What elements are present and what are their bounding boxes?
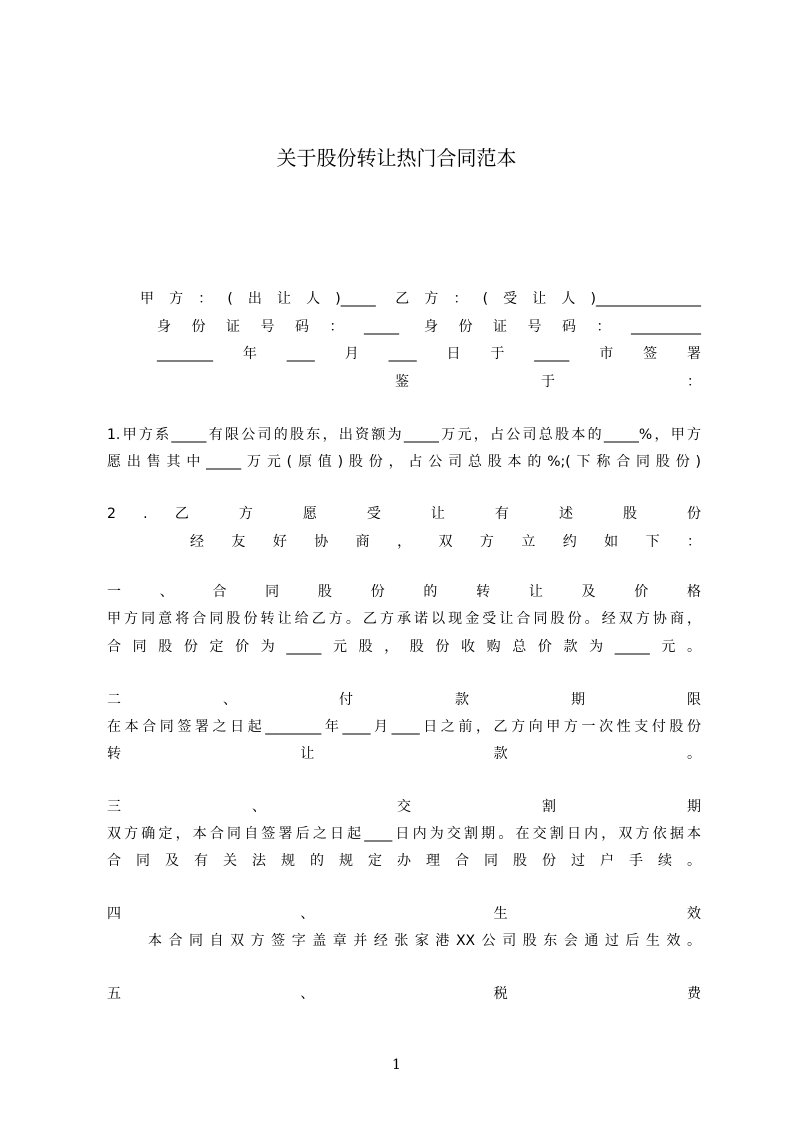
signing-date-line: ________年____月____日于_____市签署	[157, 346, 701, 362]
section-2-body-1: 在本合同签署之日起________年____月____日之前，乙方向甲方一次性支付股份	[107, 719, 701, 735]
section-2-heading: 二 、 付 款 期 限	[107, 692, 701, 708]
section-2-body-2: 转 让 款 。	[107, 746, 701, 762]
section-5-heading: 五 、 税 费	[107, 986, 701, 1002]
clause-1-line-2: 愿出售其中_____万元(原值)股份，占公司总股本的%;(下称合同股份)	[107, 454, 701, 470]
whereas-heading: 鉴 于 ：	[395, 374, 701, 390]
page-number: 1	[392, 1057, 401, 1073]
clause-1-line-1: 1.甲方系_____有限公司的股东，出资额为_____万元，占公司总股本的_____%，甲方	[107, 427, 701, 443]
section-3-body-2: 合同及有关法规的规定办理合同股份过户手续。	[107, 853, 701, 869]
section-4-heading: 四 、 生 效	[107, 906, 701, 922]
section-1-heading: 一 、 合 同 股 份 的 转 让 及 价 格	[107, 584, 701, 600]
document-title: 关于股份转让热门合同范本	[276, 146, 517, 170]
section-1-body-1: 甲方同意将合同股份转让给乙方。乙方承诺以现金受让合同股份。经双方协商，	[107, 611, 701, 627]
party-line: 甲方：(出让人)_____ 乙方：(受让人)_______________	[140, 291, 701, 307]
clause-2-line-2: 经 友 好 协 商 ， 双 方 立 约 如 下 ：	[190, 534, 701, 550]
id-number-line: 身份证号码：_____ 身份证号码：__________	[157, 319, 701, 335]
section-1-body-2: 合同股份定价为_____元股，股份收购总价款为_____元。	[107, 639, 701, 655]
section-4-body: 本合同自双方签字盖章并经张家港XX公司股东会通过后生效。	[148, 933, 701, 949]
clause-2-line-1: 2 . 乙 方 愿 受 让 有 述 股 份	[107, 506, 701, 522]
section-3-heading: 三 、 交 割 期	[107, 799, 701, 815]
section-3-body-1: 双方确定，本合同自签署后之日起____日内为交割期。在交割日内，双方依据本	[107, 826, 701, 842]
